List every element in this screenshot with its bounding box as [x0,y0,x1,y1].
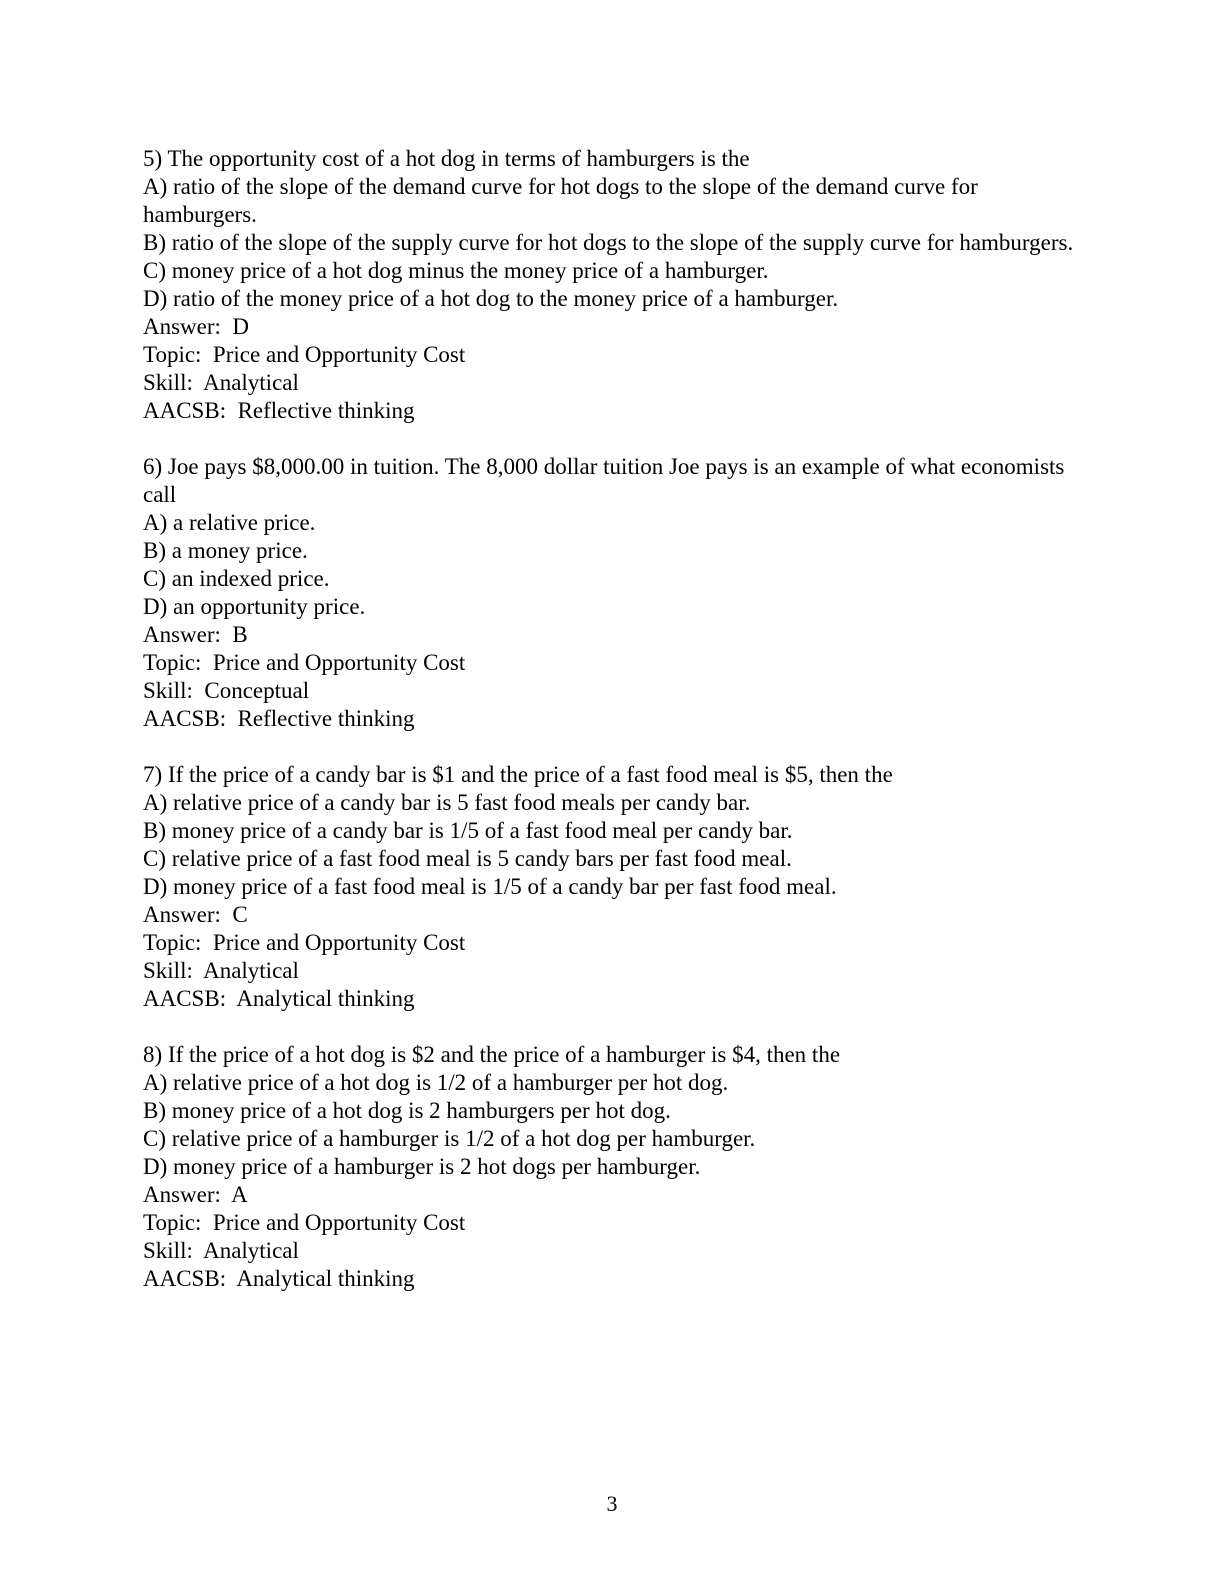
topic-line: Topic: Price and Opportunity Cost [143,1210,466,1235]
skill-line: Skill: Conceptual [143,678,310,703]
choice-a: A) relative price of a hot dog is 1/2 of a hamburger per hot dog. [143,1070,729,1095]
choice-b: B) a money price. [143,538,308,563]
question-6 [143,453,1083,733]
choice-a: A) relative price of a candy bar is 5 fast food meals per candy bar. [143,790,751,815]
question-stem: 7) If the price of a candy bar is $1 and the price of a fast food meal is $5, then the [143,762,893,787]
choice-c: C) money price of a hot dog minus the money price of a hamburger. [143,258,769,283]
question-5 [143,145,1083,425]
question-7 [143,761,1083,1013]
page-number: 3 [606,1491,618,1516]
answer-line: Answer: B [143,622,248,647]
topic-line: Topic: Price and Opportunity Cost [143,650,466,675]
choice-a: A) ratio of the slope of the demand curve for hot dogs to the slope of the demand curve for hamburgers. [143,174,984,227]
choice-a: A) a relative price. [143,510,316,535]
choice-b: B) money price of a candy bar is 1/5 of a fast food meal per candy bar. [143,818,793,843]
answer-line: Answer: C [143,902,248,927]
choice-c: C) relative price of a hamburger is 1/2 of a hot dog per hamburger. [143,1126,756,1151]
topic-line: Topic: Price and Opportunity Cost [143,342,466,367]
choice-d: D) money price of a hamburger is 2 hot dogs per hamburger. [143,1154,701,1179]
choice-b: B) money price of a hot dog is 2 hamburgers per hot dog. [143,1098,671,1123]
aacsb-line: AACSB: Reflective thinking [143,398,415,423]
answer-line: Answer: A [143,1182,248,1207]
aacsb-line: AACSB: Reflective thinking [143,706,415,731]
choice-c: C) relative price of a fast food meal is 5 candy bars per fast food meal. [143,846,792,871]
choice-d: D) money price of a fast food meal is 1/5 of a candy bar per fast food meal. [143,874,837,899]
question-stem: 6) Joe pays $8,000.00 in tuition. The 8,000 dollar tuition Joe pays is an example of what economists call [143,454,1071,507]
question-stem: 5) The opportunity cost of a hot dog in terms of hamburgers is the [143,146,750,171]
topic-line: Topic: Price and Opportunity Cost [143,930,466,955]
question-8 [143,1041,1083,1293]
aacsb-line: AACSB: Analytical thinking [143,1266,415,1291]
skill-line: Skill: Analytical [143,1238,299,1263]
skill-line: Skill: Analytical [143,370,299,395]
skill-line: Skill: Analytical [143,958,299,983]
choice-d: D) ratio of the money price of a hot dog to the money price of a hamburger. [143,286,839,311]
aacsb-line: AACSB: Analytical thinking [143,986,415,1011]
choice-b: B) ratio of the slope of the supply curve for hot dogs to the slope of the supply curve for hamburgers. [143,230,1074,255]
choice-c: C) an indexed price. [143,566,330,591]
document-content [143,145,1083,1321]
question-stem: 8) If the price of a hot dog is $2 and the price of a hamburger is $4, then the [143,1042,841,1067]
answer-line: Answer: D [143,314,250,339]
choice-d: D) an opportunity price. [143,594,366,619]
